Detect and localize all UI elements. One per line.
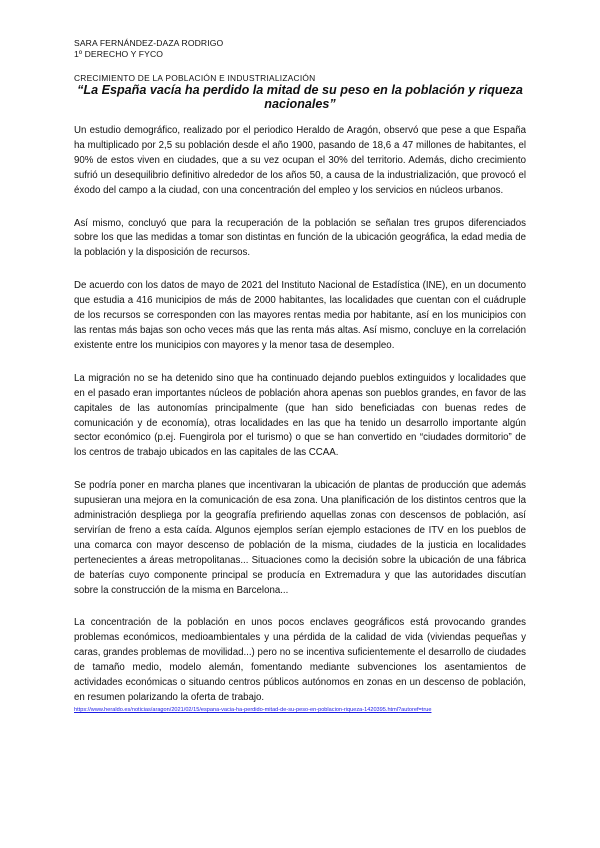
source-link[interactable]: https://www.heraldo.es/noticias/aragon/2021/02/15/espana-vacia-ha-perdido-mitad-de-su-peso-en-poblacion-riqueza-1420395.html?autoref=true	[74, 706, 432, 713]
paragraph-4: La migración no se ha detenido sino que ha continuado dejando pueblos extinguidos y localidades que en el pasado eran importantes núcleos de población ahora apenas son pueblos grandes, en favor de las capitales de las autonomías principalmente (que han sido beneficiadas con buenas redes de comunicación y de economía), otras localidades en las que ha tenido un desarrollo importante algún sector económico (p.ej. Fuengirola por el turismo) o que se han convertido en “ciudades dormitorio” de los centros de trabajo ubicados en las capitales de las CCAA.	[74, 372, 526, 459]
main-title: “La España vacía ha perdido la mitad de su peso en la población y riqueza nacionales”	[77, 83, 523, 111]
paragraph-1: Un estudio demográfico, realizado por el periodico Heraldo de Aragón, observó que pese a que España ha multiplicado por 2,5 su población desde el año 1900, pasando de 18,6 a 47 millones de habitantes, el 90% de estos viven en ciudades, que a su vez ocupan el 30% del territorio. Además, dicho crecimiento sufrió un desequilibrio definitivo alrededor de los años 50, a causa de la industrialización, que provocó el éxodo del campo a la ciudad, con una concentración del empleo y los servicios en núcleos urbanos.	[74, 125, 526, 196]
author-name: SARA FERNÁNDEZ-DAZA RODRIGO	[74, 38, 224, 48]
paragraph-3: De acuerdo con los datos de mayo de 2021 del Instituto Nacional de Estadística (INE), en un documento que estudia a 416 municipios de más de 2000 habitantes, las localidades que cuentan con el cuádruple de los recursos se corresponden con las mayores rentas media por habitante, así en los municipios con las rentas más bajas son ocho veces más que las renta más altas. Así mismo, concluye en la correlación existente entre los municipios con mayores y la menor tasa de desempleo.	[74, 280, 526, 351]
paragraph-5: Se podría poner en marcha planes que incentivaran la ubicación de plantas de producción que además supusieran una mejora en la comunicación de esa zona. Una planificación de los distintos centros que la administración despliega por la geografía prefiriendo aquellas zonas con descensos de población, así servirían de freno a esta caída. Algunos ejemplos serían ejemplo estaciones de ITV en los pueblos de una comarca con mayor descenso de población de la misma, ciudades de la justicia en localidades pertenecientes a áreas metropolitanas... Situaciones como la decisión sobre la ubicación de una fábrica de baterías cuyo componente principal se producía en Extremadura y que las autoridades discutían sobre la construcción de la misma en Barcelona...	[74, 480, 526, 596]
paragraph-6: La concentración de la población en unos pocos enclaves geográficos está provocando grandes problemas económicos, medioambientales y una pérdida de la calidad de vida (viviendas pequeñas y caras, grandes problemas de movilidad...) pero no se incentiva suficientemente el desarrollo de ciudades de tamaño medio, modelo alemán, fomentando mediante subvenciones los asentamientos de actividades económicas o situando centros públicos autónomos en zonas en un descenso de población, en resumen polarizando la oferta de trabajo.	[74, 617, 526, 703]
paragraph-2: Así mismo, concluyó que para la recuperación de la población se señalan tres grupos diferenciados sobre los que las medidas a tomar son distintas en función de la ubicación geográfica, la edad media de la población y la disposición de recursos.	[74, 217, 526, 259]
course-name: 1º DERECHO Y FYCO	[74, 49, 164, 59]
author-block	[74, 38, 223, 60]
body-text	[74, 124, 526, 714]
section-title: CRECIMIENTO DE LA POBLACIÓN E INDUSTRIALIZACIÓN	[74, 73, 316, 83]
